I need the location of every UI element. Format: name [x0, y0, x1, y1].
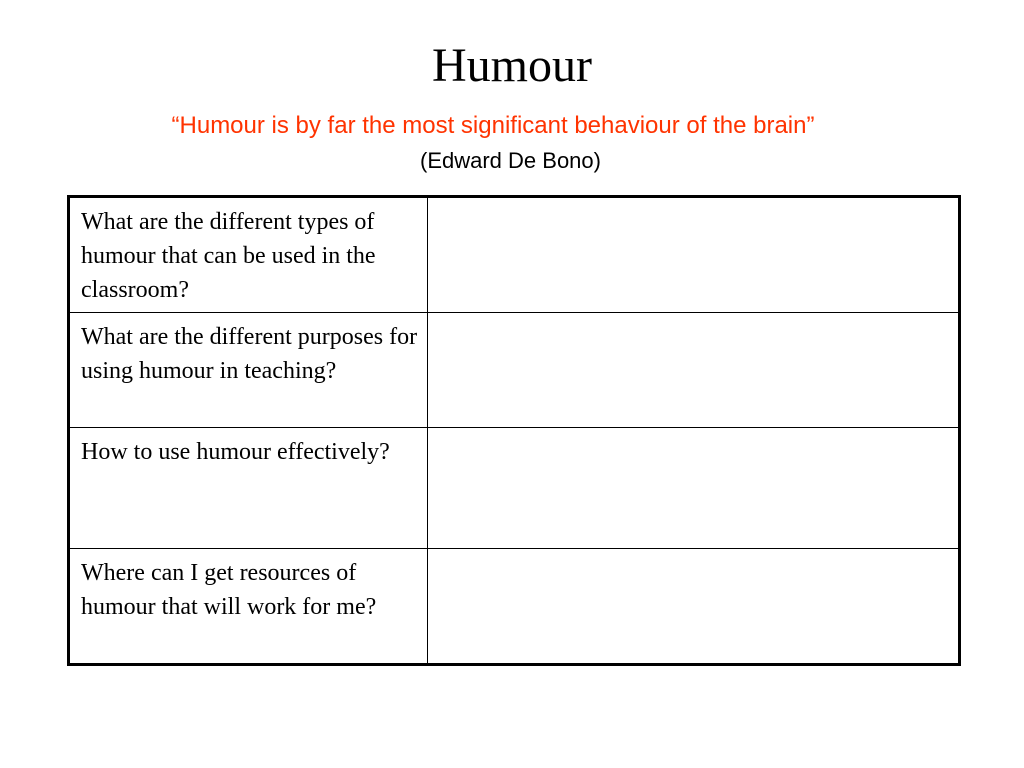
question-cell: What are the different types of humour that can be used in the classroom?: [69, 197, 428, 313]
slide-title: Humour: [432, 39, 592, 92]
table-row: [69, 313, 960, 428]
table-row: [69, 549, 960, 665]
question-cell: What are the different purposes for using humour in teaching?: [69, 313, 428, 428]
quote-text: “Humour is by far the most significant behaviour of the brain”: [171, 112, 815, 139]
table-row: [69, 428, 960, 549]
answer-cell[interactable]: [428, 428, 960, 549]
answer-cell[interactable]: [428, 313, 960, 428]
question-table: [67, 195, 961, 666]
answer-cell[interactable]: [428, 549, 960, 665]
answer-cell[interactable]: [428, 197, 960, 313]
quote-author: (Edward De Bono): [420, 148, 601, 173]
question-cell: Where can I get resources of humour that will work for me?: [69, 549, 428, 665]
question-cell: How to use humour effectively?: [69, 428, 428, 549]
table-row: [69, 197, 960, 313]
